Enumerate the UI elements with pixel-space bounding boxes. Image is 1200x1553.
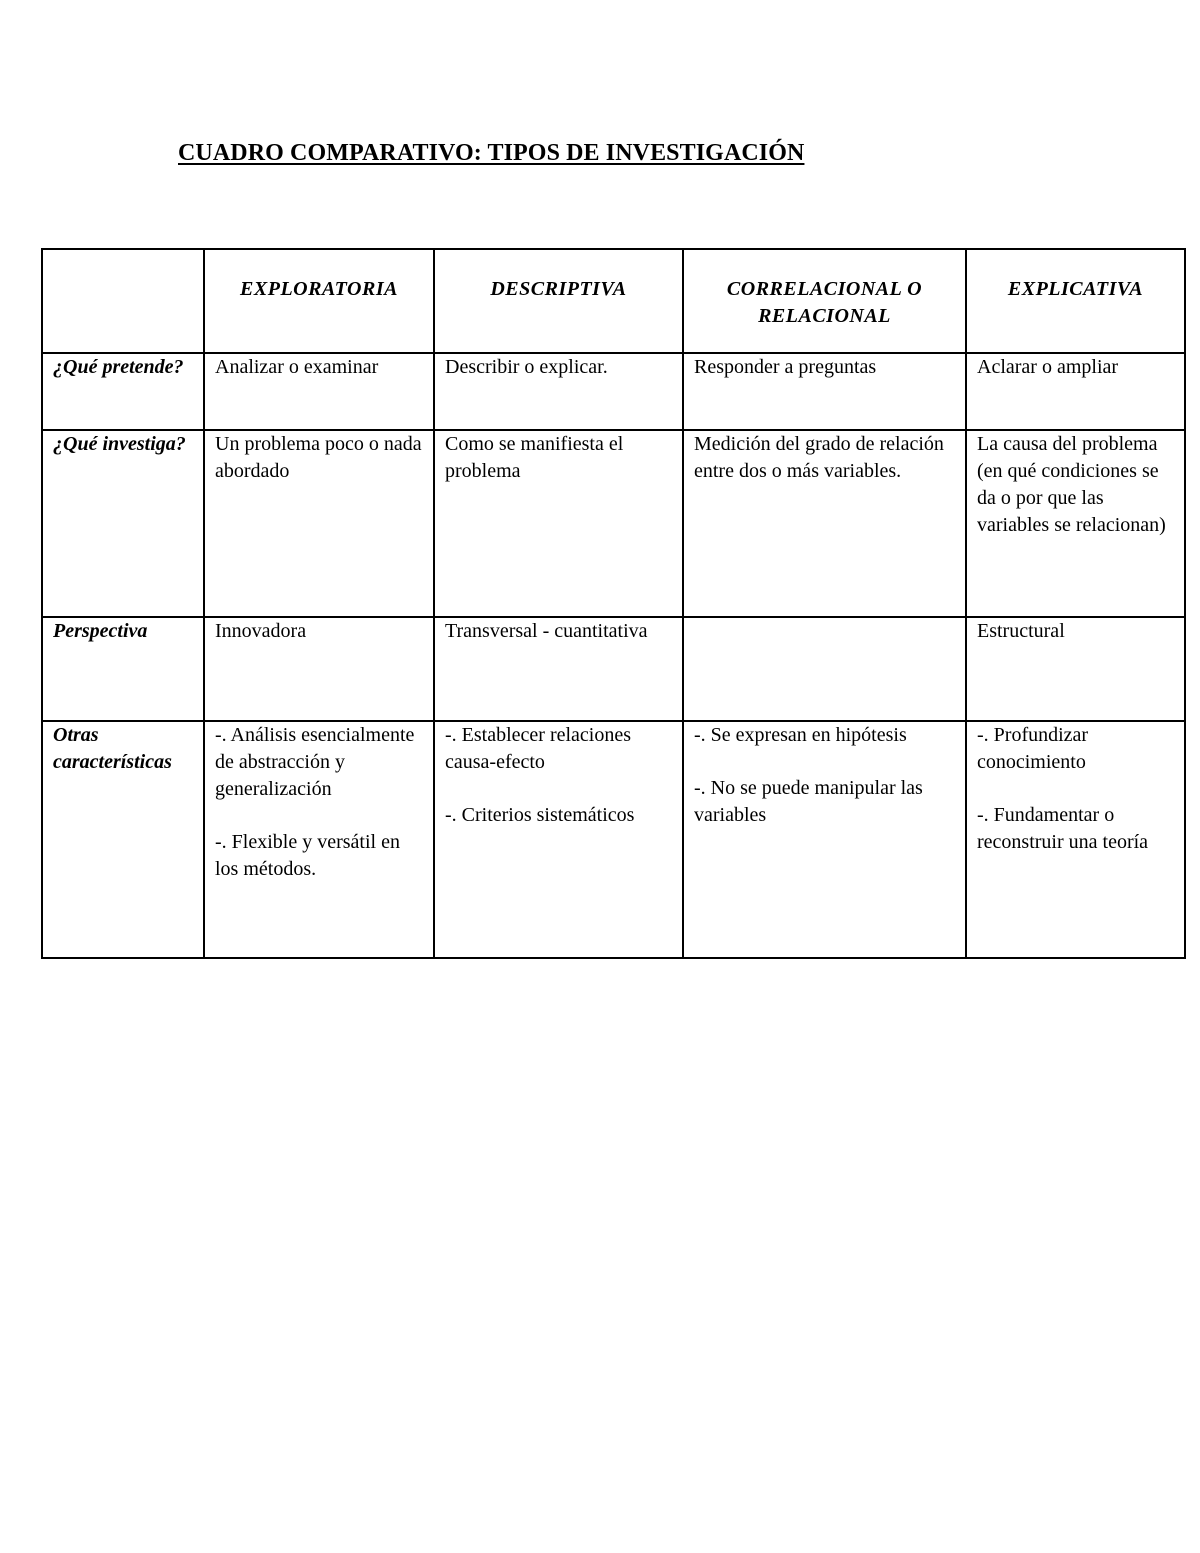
cell-text: -. No se puede manipular las variables [694,777,923,826]
column-header-exploratoria: EXPLORATORIA [204,249,434,353]
cell-text: Aclarar o ampliar [977,356,1119,378]
cell-text: Medición del grado de relación entre dos o más variables. [694,433,944,482]
cell-text: -. Establecer relaciones causa-efecto [445,724,632,773]
column-header-descriptiva: DESCRIPTIVA [434,249,683,353]
corner-cell [42,249,204,353]
table-cell [434,721,683,958]
cell-text: Analizar o examinar [215,356,379,378]
cell-text: Describir o explicar. [445,356,608,378]
row-header-pretende: ¿Qué pretende? [42,353,204,430]
row-header-otras-caracteristicas: Otras características [42,721,204,958]
cell-text: Un problema poco o nada abordado [215,433,422,482]
table-cell [204,430,434,617]
comparison-table [41,248,1186,959]
table-cell [683,721,966,958]
table-cell [966,721,1185,958]
cell-text: -. Flexible y versátil en los métodos. [215,831,400,880]
cell-text: -. Criterios sistemáticos [445,804,635,826]
cell-text: -. Fundamentar o reconstruir una teoría [977,804,1149,853]
table-row [42,353,1185,430]
cell-text: Innovadora [215,620,307,642]
cell-text: Transversal - cuantitativa [445,620,648,642]
cell-text: -. Profundizar conocimiento [977,724,1089,773]
table-cell [434,430,683,617]
row-header-perspectiva: Perspectiva [42,617,204,721]
table-cell [434,617,683,721]
table-cell [966,430,1185,617]
table-cell [204,353,434,430]
row-header-investiga: ¿Qué investiga? [42,430,204,617]
page-title: CUADRO COMPARATIVO: TIPOS DE INVESTIGACIÓN [178,140,805,166]
table-cell [683,353,966,430]
table-cell [683,430,966,617]
table-row [42,430,1185,617]
cell-text: Estructural [977,620,1065,642]
table-row [42,617,1185,721]
cell-text: Responder a preguntas [694,356,877,378]
table-cell [204,617,434,721]
cell-text: -. Se expresan en hipótesis [694,724,907,746]
cell-text: Como se manifiesta el problema [445,433,624,482]
table-cell [966,617,1185,721]
table-header-row [42,249,1185,353]
cell-text: La causa del problema (en qué condiciones se da o por que las variables se relacionan) [977,433,1166,536]
table-row [42,721,1185,958]
table-cell [204,721,434,958]
column-header-correlacional: CORRELACIONAL O RELACIONAL [683,249,966,353]
table-cell [966,353,1185,430]
column-header-explicativa: EXPLICATIVA [966,249,1185,353]
cell-text: -. Análisis esencialmente de abstracción y generalización [215,724,415,800]
table-cell [434,353,683,430]
table-cell-empty [683,617,966,721]
